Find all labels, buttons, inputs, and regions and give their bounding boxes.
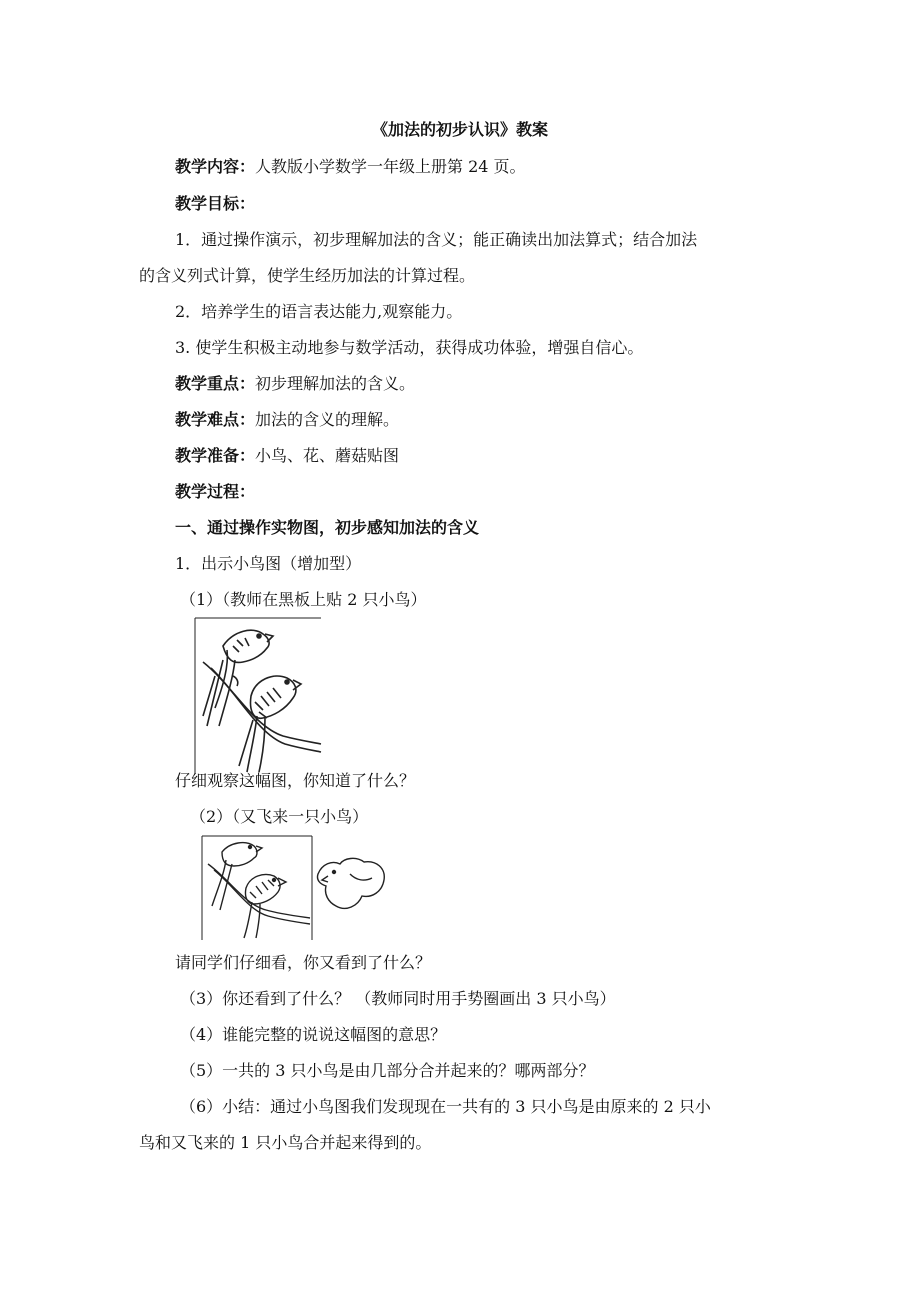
section-1-heading: 一、通过操作实物图，初步感知加法的含义 — [175, 518, 480, 537]
three-birds-picture — [200, 834, 390, 942]
prep-label: 教学准备： — [175, 446, 256, 465]
goal-1-line-2: 的含义列式计算，使学生经历加法的计算过程。 — [139, 266, 476, 285]
page-title: 《加法的初步认识》教案 — [371, 120, 548, 139]
prep-line — [175, 445, 399, 467]
step-1: 1．出示小鸟图（增加型） — [175, 554, 362, 573]
question-4: （4）谁能完整的说说这幅图的意思？ — [180, 1025, 447, 1044]
content-label: 教学内容： — [175, 157, 256, 176]
observe-question-1: 仔细观察这幅图，你知道了什么？ — [175, 771, 416, 790]
question-5: （5）一共的 3 只小鸟是由几部分合并起来的？哪两部分？ — [180, 1061, 595, 1080]
summary-line-1: （6）小结：通过小鸟图我们发现现在一共有的 3 只小鸟是由原来的 2 只小 — [180, 1097, 711, 1116]
step-1-2: （2）（又飞来一只小鸟） — [190, 807, 369, 826]
goal-3: 3. 使学生积极主动地参与数学活动，获得成功体验，增强自信心。 — [175, 338, 644, 357]
goals-heading: 教学目标： — [175, 194, 256, 213]
key-point-line — [175, 373, 415, 395]
step-1-1: （1）（教师在黑板上贴 2 只小鸟） — [180, 590, 427, 609]
observe-question-2: 请同学们仔细看，你又看到了什么？ — [175, 953, 432, 972]
difficulty-text: 加法的含义的理解。 — [255, 410, 400, 429]
key-point-text: 初步理解加法的含义。 — [255, 374, 416, 393]
content-text: 人教版小学数学一年级上册第 24 页。 — [255, 157, 526, 176]
difficulty-line — [175, 409, 399, 431]
difficulty-label: 教学难点： — [175, 410, 256, 429]
two-parrots-picture — [193, 616, 323, 776]
content-line — [175, 156, 526, 178]
prep-text: 小鸟、花、蘑菇贴图 — [255, 446, 400, 465]
process-heading: 教学过程： — [175, 482, 256, 501]
question-3: （3）你还看到了什么？ （教师同时用手势圈画出 3 只小鸟） — [180, 989, 616, 1008]
goal-2: 2．培养学生的语言表达能力,观察能力。 — [175, 302, 463, 321]
key-point-label: 教学重点： — [175, 374, 256, 393]
goal-1-line-1: 1．通过操作演示，初步理解加法的含义；能正确读出加法算式；结合加法 — [175, 230, 698, 249]
summary-line-2: 鸟和又飞来的 1 只小鸟合并起来得到的。 — [139, 1133, 432, 1152]
